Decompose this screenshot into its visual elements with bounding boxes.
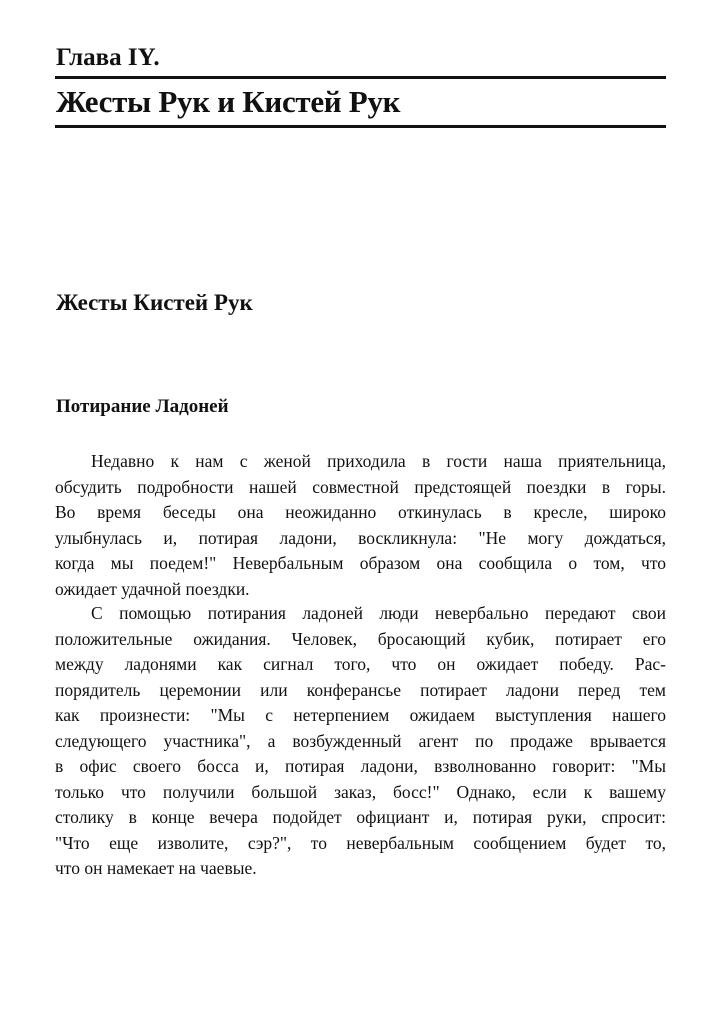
text-line: "Что еще изволите, сэр?", то невербальным сообщением будет то, <box>55 832 666 853</box>
chapter-rule-top <box>55 76 666 79</box>
text-line: когда мы поедем!" Невербальным образом она сообщила о том, что <box>55 553 666 573</box>
text-line: как произнести: "Мы с нетерпением ожидаем выступления нашего <box>55 705 666 725</box>
text-line: порядитель церемонии или конферансье потирает ладони перед тем <box>55 679 666 700</box>
text-line: Недавно к нам с женой приходила в гости наша приятельница, <box>91 451 666 471</box>
text-line: только что получили большой заказ, босс!" Однако, если к вашему <box>55 781 666 802</box>
text-line: Во время беседы она неожиданно откинулась в кресле, широко <box>55 502 666 522</box>
text-line: следующего участника", а возбужденный агент по продаже врывается <box>55 730 666 751</box>
subsection-title: Потирание Ладоней <box>56 396 229 417</box>
text-line: улыбнулась и, потирая ладони, воскликнула: "Не могу дождаться, <box>55 527 666 548</box>
chapter-rule-bottom <box>55 125 666 128</box>
text-line: обсудить подробности нашей совместной предстоящей поездки в горы. <box>55 476 666 497</box>
text-line: между ладонями как сигнал того, что он ожидает победу. Рас- <box>55 654 666 674</box>
paragraph-2 <box>55 601 666 882</box>
text-line: столику в конце вечера подойдет официант и, потирая руки, спросит: <box>55 807 666 827</box>
text-line: С помощью потирания ладоней люди невербально передают свои <box>91 603 666 623</box>
text-line: ожидает удачной поездки. <box>55 578 250 599</box>
chapter-title: Жесты Рук и Кистей Рук <box>56 84 401 119</box>
paragraph-1 <box>55 449 666 602</box>
text-line: что он намекает на чаевые. <box>55 858 257 878</box>
section-title: Жесты Кистей Рук <box>56 290 253 315</box>
text-line: в офис своего босса и, потирая ладони, взволнованно говорит: "Мы <box>55 756 666 776</box>
text-line: положительные ожидания. Человек, бросающий кубик, потирает его <box>55 628 666 649</box>
chapter-label: Глава IY. <box>56 44 160 71</box>
